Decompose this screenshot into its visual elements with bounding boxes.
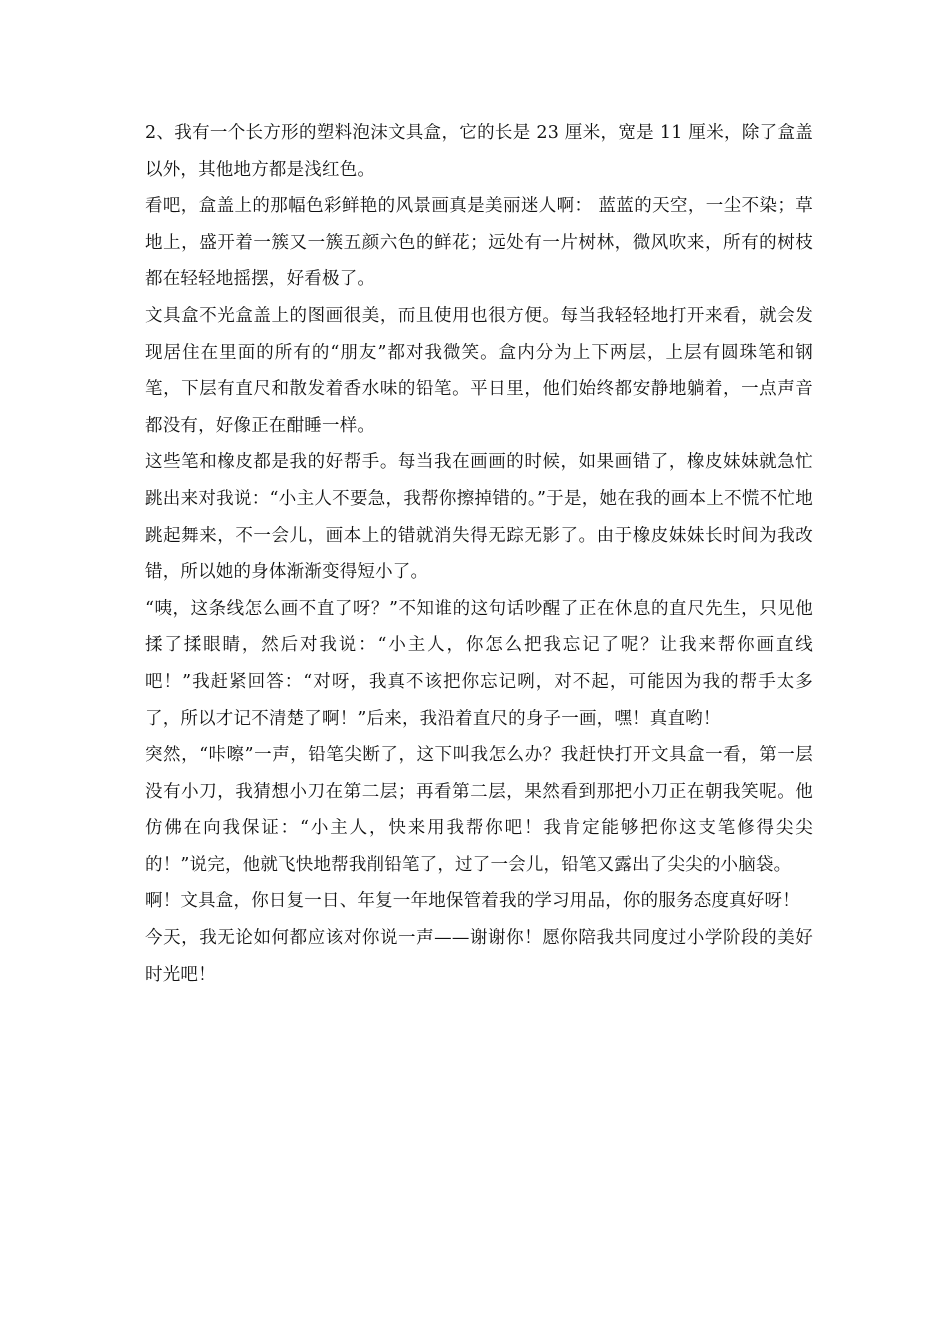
- paragraph-2: 看吧，盒盖上的那幅色彩鲜艳的风景画真是美丽迷人啊： 蓝蓝的天空，一尘不染；草地上，盛开着一簇又一簇五颜六色的鲜花；远处有一片树林，微风吹来，所有的树枝都在轻轻地摇摆，好看极了。: [145, 196, 813, 290]
- paragraph-6: 突然，“咔嚓”一声，铅笔尖断了，这下叫我怎么办？我赶快打开文具盒一看，第一层没有小刀，我猜想小刀在第二层；再看第二层，果然看到那把小刀正在朝我笑呢。他仿佛在向我保证：“小主人，快来用我帮你吧！我肯定能够把你这支笔修得尖尖的！”说完，他就飞快地帮我削铅笔了，过了一会儿，铅笔又露出了尖尖的小脑袋。: [145, 745, 813, 875]
- document-body: [145, 115, 813, 993]
- paragraph-4: 这些笔和橡皮都是我的好帮手。每当我在画画的时候，如果画错了，橡皮妹妹就急忙跳出来对我说：“小主人不要急，我帮你擦掉错的。”于是，她在我的画本上不慌不忙地跳起舞来，不一会儿，画本上的错就消失得无踪无影了。由于橡皮妹妹长时间为我改错，所以她的身体渐渐变得短小了。: [145, 452, 813, 583]
- paragraph-5: “咦，这条线怎么画不直了呀？”不知谁的这句话吵醒了正在休息的直尺先生，只见他揉了揉眼睛，然后对我说：“小主人，你怎么把我忘记了呢？让我来帮你画直线吧！”我赶紧回答：“对呀，我真不该把你忘记咧，对不起，可能因为我的帮手太多了，所以才记不清楚了啊！”后来，我沿着直尺的身子一画，嘿！真直哟！: [145, 598, 813, 729]
- paragraph-3: 文具盒不光盒盖上的图画很美，而且使用也很方便。每当我轻轻地打开来看，就会发现居住在里面的所有的“朋友”都对我微笑。盒内分为上下两层，上层有圆珠笔和钢笔，下层有直尺和散发着香水味的铅笔。平日里，他们始终都安静地躺着，一点声音都没有，好像正在酣睡一样。: [145, 305, 813, 436]
- paragraph-1: 2、我有一个长方形的塑料泡沫文具盒，它的长是 23 厘米，宽是 11 厘米，除了盒盖以外，其他地方都是浅红色。: [145, 123, 813, 180]
- paragraph-8: 今天，我无论如何都应该对你说一声——谢谢你！愿你陪我共同度过小学阶段的美好时光吧！: [145, 928, 813, 985]
- paragraph-7: 啊！文具盒，你日复一日、年复一年地保管着我的学习用品，你的服务态度真好呀！: [145, 891, 800, 912]
